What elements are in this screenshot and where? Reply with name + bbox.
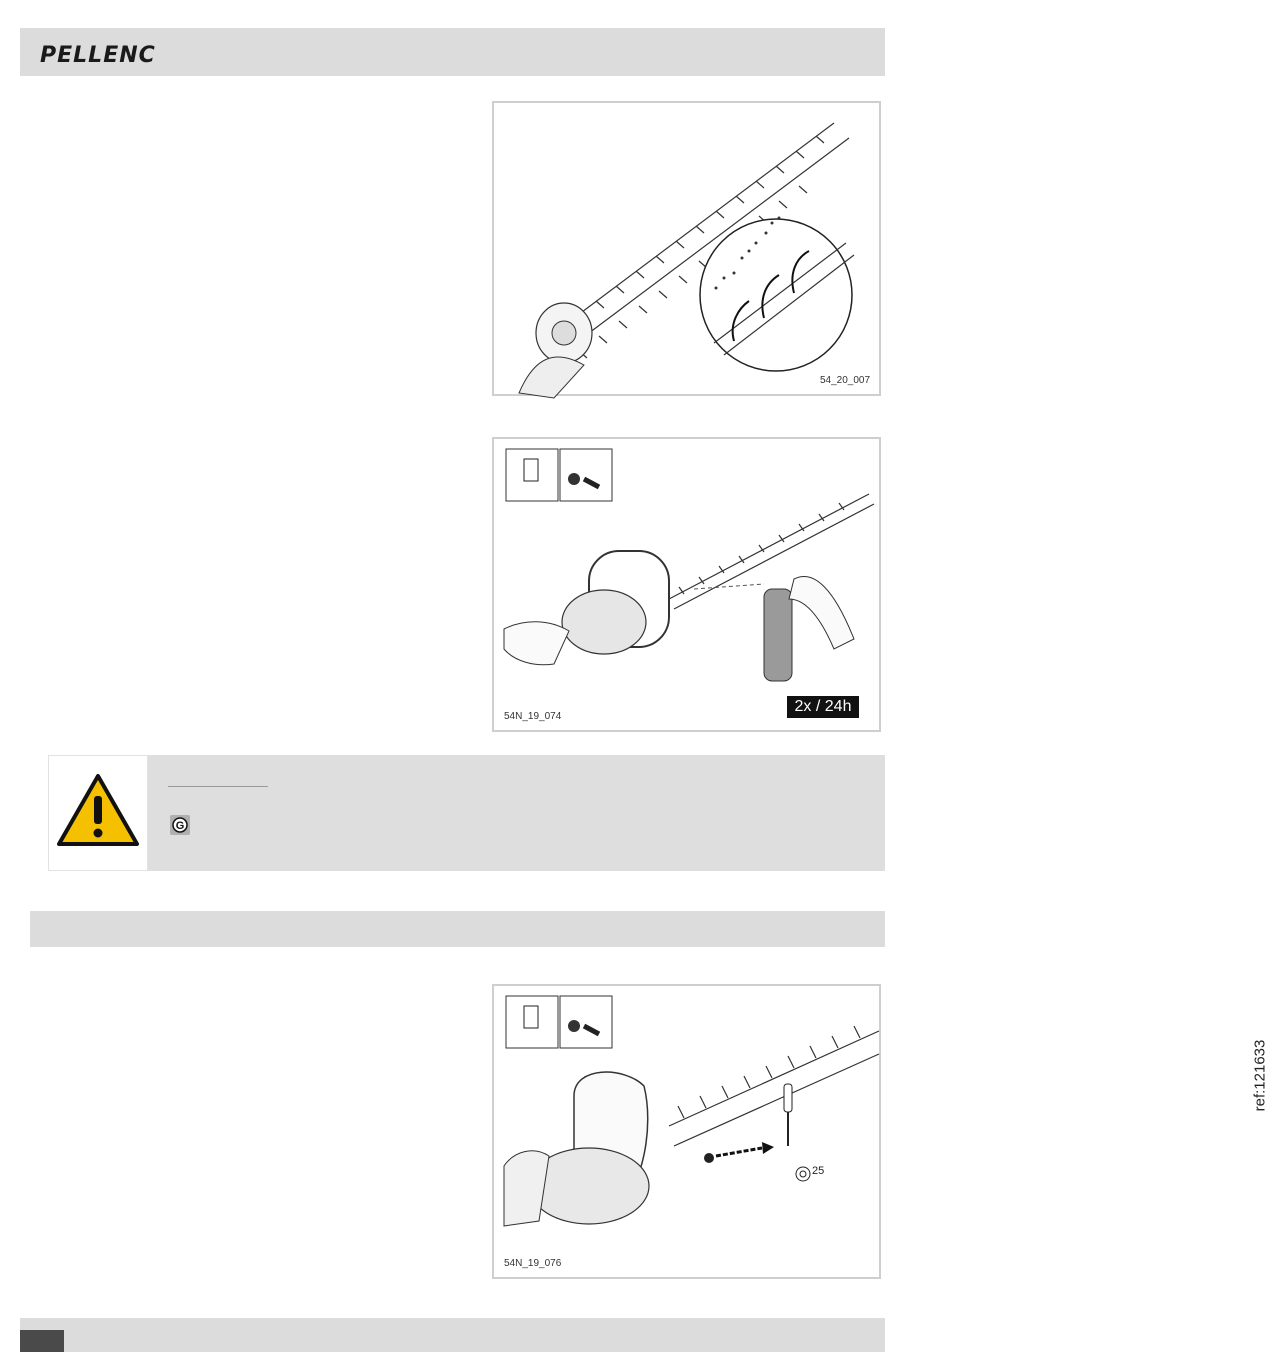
- washer-icon: [796, 1167, 810, 1181]
- detail-circle: [700, 219, 852, 371]
- blade-debris-illustration: [494, 103, 883, 398]
- motor-housing: [562, 590, 646, 654]
- battery-disconnect-icon: [560, 996, 612, 1048]
- pellenc-logo: PELLENC: [40, 43, 156, 68]
- lubrication-illustration: [494, 439, 883, 734]
- warning-divider: [168, 786, 268, 787]
- figure-ref: 54_20_007: [820, 375, 871, 386]
- screw-removal-illustration: [494, 986, 883, 1281]
- frequency-badge: 2x / 24h: [787, 696, 859, 718]
- can-ref-label: ref:121633: [1251, 1039, 1268, 1112]
- language-badge: [170, 815, 190, 835]
- lubricant-can: [764, 589, 792, 681]
- figure-blade-debris: [492, 101, 881, 396]
- figure-lubrication: [492, 437, 1268, 1112]
- figure-screw-removal: [492, 984, 881, 1279]
- figure-ref: 54N_19_076: [504, 1258, 562, 1269]
- section-heading-bar: [30, 911, 885, 947]
- footer-page-tab: [20, 1330, 64, 1352]
- language-badge-letter: G: [175, 820, 185, 832]
- washer-quantity: 25: [812, 1165, 825, 1177]
- screwdriver-icon: [784, 1084, 792, 1146]
- footer-bar: [20, 1318, 885, 1352]
- warning-triangle-icon: [49, 756, 147, 870]
- warning-icon-cell: [48, 755, 148, 871]
- battery-disconnect-icon: [560, 449, 612, 501]
- warning-box: [48, 755, 885, 871]
- figure-ref: 54N_19_074: [504, 711, 562, 722]
